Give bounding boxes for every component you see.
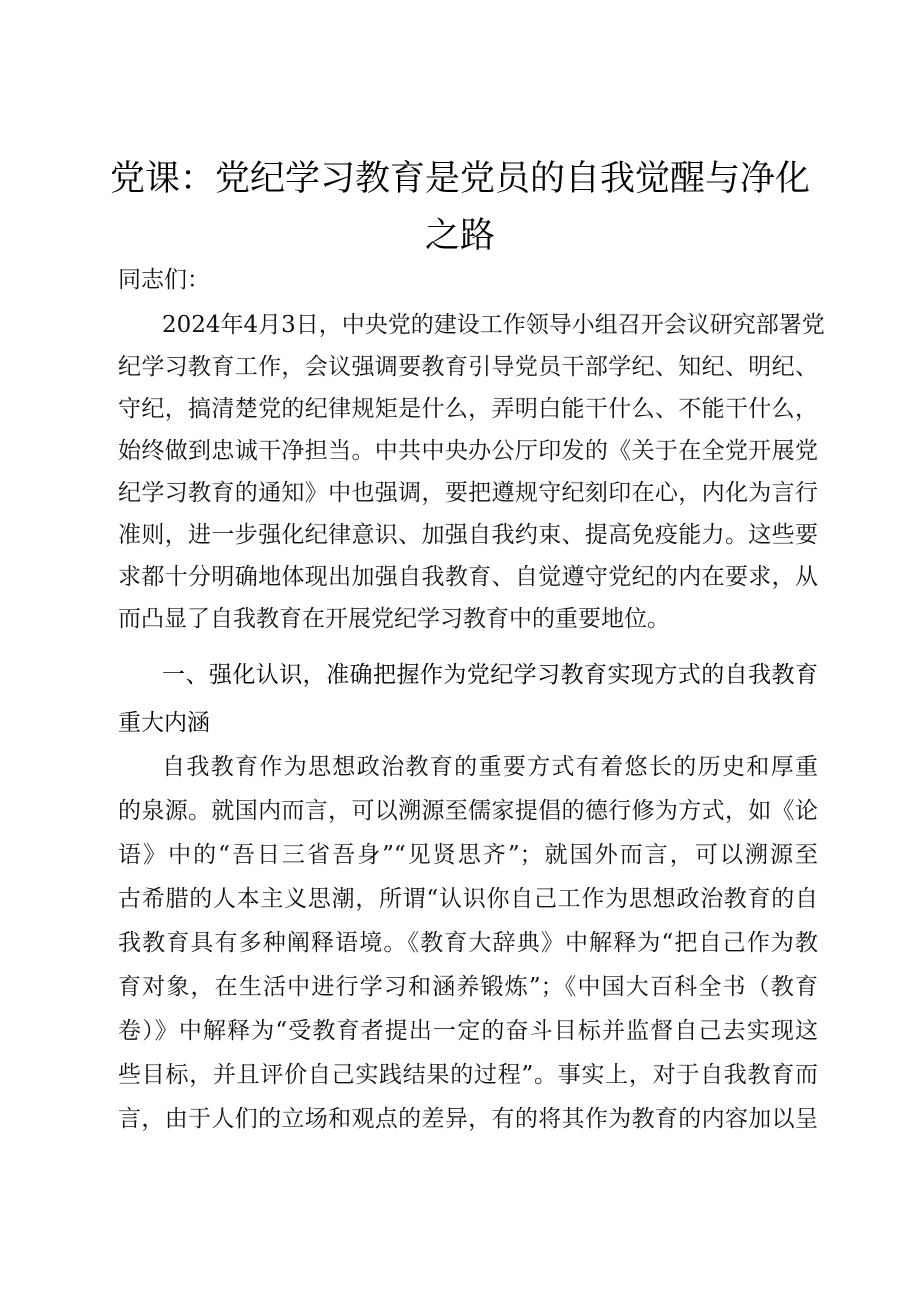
paragraph-1-line: 守纪，搞清楚党的纪律规矩是什么，弄明白能干什么、不能干什么， xyxy=(118,396,818,422)
paragraph-1-line: 求都十分明确地体现出加强自我教育、自觉遵守党纪的内在要求，从 xyxy=(118,564,818,590)
paragraph-1-line: 2024年4月3日，中央党的建设工作领导小组召开会议研究部署党 xyxy=(162,312,825,338)
document-title-line-1: 党课：党纪学习教育是党员的自我觉醒与净化 xyxy=(109,159,810,199)
section-1-heading-line-1: 一、强化认识，准确把握作为党纪学习教育实现方式的自我教育 xyxy=(162,662,818,688)
paragraph-2-line: 古希腊的人本主义思潮，所谓“认识你自己工作为思想政治教育的自 xyxy=(118,886,818,912)
paragraph-1-line: 准则，进一步强化纪律意识、加强自我约束、提高免疫能力。这些要 xyxy=(118,522,818,548)
section-1-heading-line-2: 重大内涵 xyxy=(118,710,210,736)
paragraph-2-line: 言，由于人们的立场和观点的差异，有的将其作为教育的内容加以呈 xyxy=(118,1106,818,1132)
paragraph-1-line: 纪学习教育的通知》中也强调，要把遵规守纪刻印在心，内化为言行 xyxy=(118,480,818,506)
paragraph-2-line: 自我教育作为思想政治教育的重要方式有着悠长的历史和厚重 xyxy=(162,754,818,780)
paragraph-2-line: 的泉源。就国内而言，可以溯源至儒家提倡的德行修为方式，如《论 xyxy=(118,798,818,824)
paragraph-2-line: 育对象，在生活中进行学习和涵养锻炼”；《中国大百科全书（教育 xyxy=(118,974,818,1000)
paragraph-1-line: 始终做到忠诚干净担当。中共中央办公厅印发的《关于在全党开展党 xyxy=(118,438,818,464)
paragraph-2-line: 卷）》中解释为“受教育者提出一定的奋斗目标并监督自己去实现这 xyxy=(118,1018,818,1044)
paragraph-2-line: 语》中的“吾日三省吾身”“见贤思齐”；就国外而言，可以溯源至 xyxy=(118,842,818,868)
paragraph-2-line: 我教育具有多种阐释语境。《教育大辞典》中解释为“把自己作为教 xyxy=(118,930,818,956)
paragraph-2-line: 些目标，并且评价自己实践结果的过程”。事实上，对于自我教育而 xyxy=(118,1062,818,1088)
document-title-line-2: 之路 xyxy=(424,216,495,256)
paragraph-1-line: 而凸显了自我教育在开展党纪学习教育中的重要地位。 xyxy=(118,606,670,632)
paragraph-1-line: 纪学习教育工作，会议强调要教育引导党员干部学纪、知纪、明纪、 xyxy=(118,354,818,380)
salutation: 同志们： xyxy=(118,267,210,293)
